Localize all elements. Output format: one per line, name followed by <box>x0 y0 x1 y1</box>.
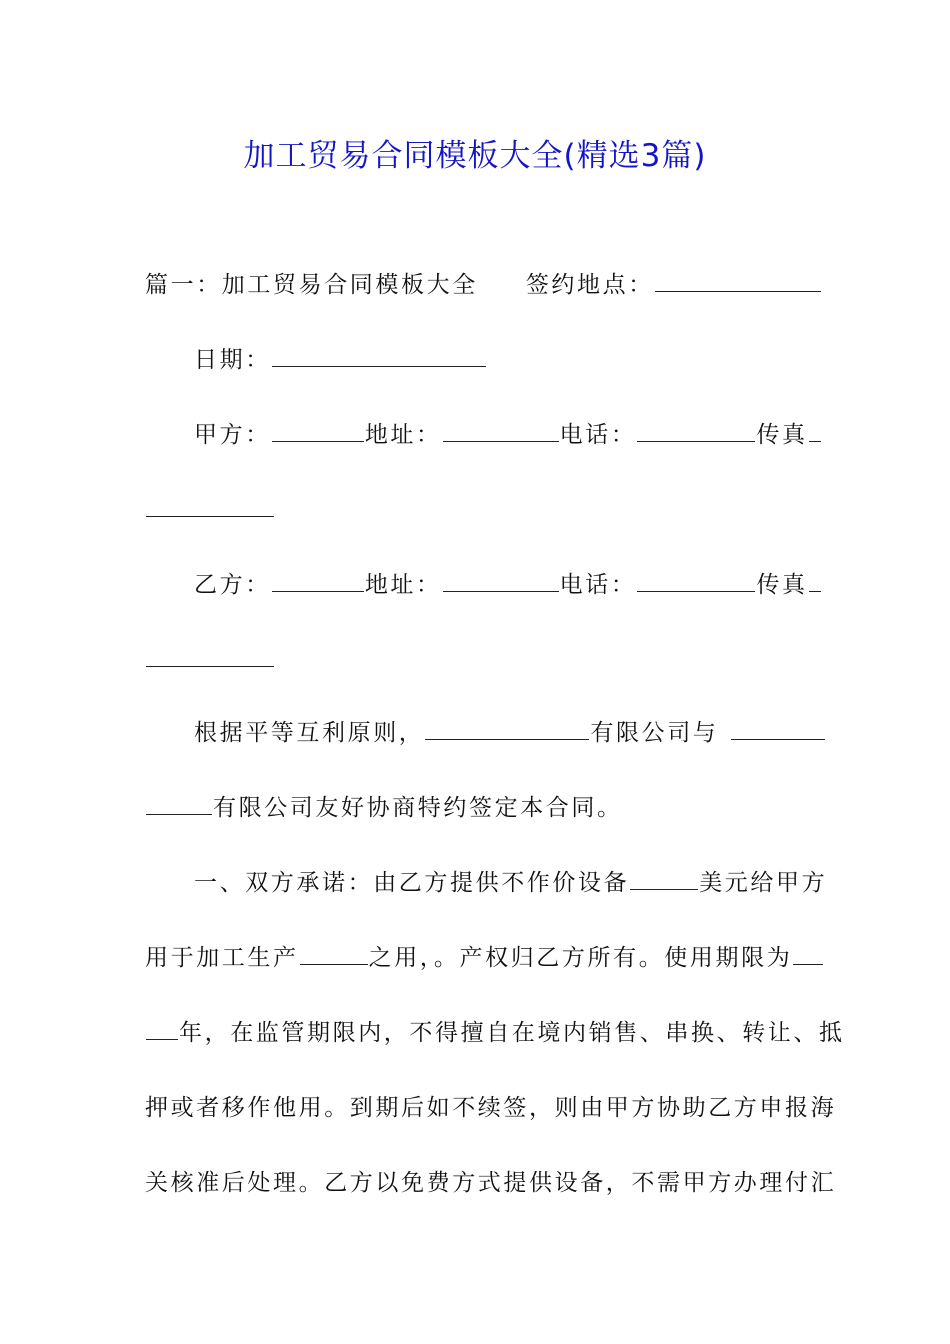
intro-text-2: 有限公司与 <box>590 720 719 746</box>
clause1-line-1 <box>194 868 827 898</box>
document-title: 加工贸易合同模板大全(精选3篇) <box>243 138 707 174</box>
party-a-phone-blank <box>637 421 755 442</box>
company-a-blank <box>425 719 589 740</box>
equipment-value-blank <box>630 869 698 890</box>
party-b-name-blank <box>272 571 364 592</box>
party-a-name-blank <box>272 421 364 442</box>
party-b-address-blank <box>443 571 559 592</box>
party-a-address-label: 地址： <box>364 422 442 448</box>
party-b-address-label: 地址： <box>364 572 442 598</box>
clause1-line-3 <box>145 1018 845 1048</box>
term-blank <box>146 1019 178 1040</box>
party-a-fax-blank <box>146 496 274 517</box>
clause1-text-2a: 用于加工生产 <box>145 945 299 971</box>
intro-text-3: 有限公司友好协商特约签定本合同。 <box>213 795 623 821</box>
party-a-fax-label: 传真 <box>756 422 808 448</box>
clause1-line-4 <box>145 1093 836 1123</box>
clause1-text-1b: 美元给甲方 <box>699 870 828 896</box>
party-a-fax-continuation <box>145 495 275 525</box>
party-b-label: 乙方： <box>194 572 271 598</box>
party-b-phone-blank <box>637 571 755 592</box>
party-a-address-blank <box>443 421 559 442</box>
clause1-text-4: 押或者移作他用。到期后如不续签，则由甲方协助乙方申报海 <box>145 1095 837 1121</box>
signing-place-label: 签约地点： <box>525 272 654 298</box>
date-line <box>194 345 487 375</box>
intro-line-2 <box>145 793 623 823</box>
clause1-text-1a: 一、双方承诺：由乙方提供不作价设备 <box>194 870 630 896</box>
clause1-line-2 <box>145 943 824 973</box>
term-blank-start <box>793 944 823 965</box>
party-b-fax-continuation <box>145 645 275 675</box>
date-label: 日期： <box>194 347 271 373</box>
party-b-fax-blank-start <box>809 571 821 592</box>
party-b-fax-blank <box>146 646 274 667</box>
party-a-line <box>194 420 822 450</box>
part-label: 篇一：加工贸易合同模板大全 <box>145 272 478 298</box>
clause1-text-5: 关核准后处理。乙方以免费方式提供设备，不需甲方办理付汇 <box>145 1170 837 1196</box>
clause1-text-2b: 之用，。产权归乙方所有。使用期限为 <box>368 945 793 971</box>
intro-text-1: 根据平等互利原则， <box>194 720 425 746</box>
clause1-text-3a: 年，在监管期限内，不得擅自在境内销售、串换、转让、抵 <box>179 1020 845 1046</box>
party-a-label: 甲方： <box>194 422 271 448</box>
party-b-fax-label: 传真 <box>756 572 808 598</box>
party-a-phone-label: 电话： <box>559 422 637 448</box>
header-line <box>145 270 822 300</box>
signing-place-blank <box>655 271 821 292</box>
company-b-blank-start <box>731 719 825 740</box>
intro-line-1 <box>194 718 826 748</box>
production-use-blank <box>300 944 368 965</box>
date-blank <box>272 346 486 367</box>
company-b-blank <box>146 794 212 815</box>
party-b-phone-label: 电话： <box>559 572 637 598</box>
party-b-line <box>194 570 822 600</box>
party-a-fax-blank-start <box>809 421 821 442</box>
clause1-line-5 <box>145 1168 836 1198</box>
